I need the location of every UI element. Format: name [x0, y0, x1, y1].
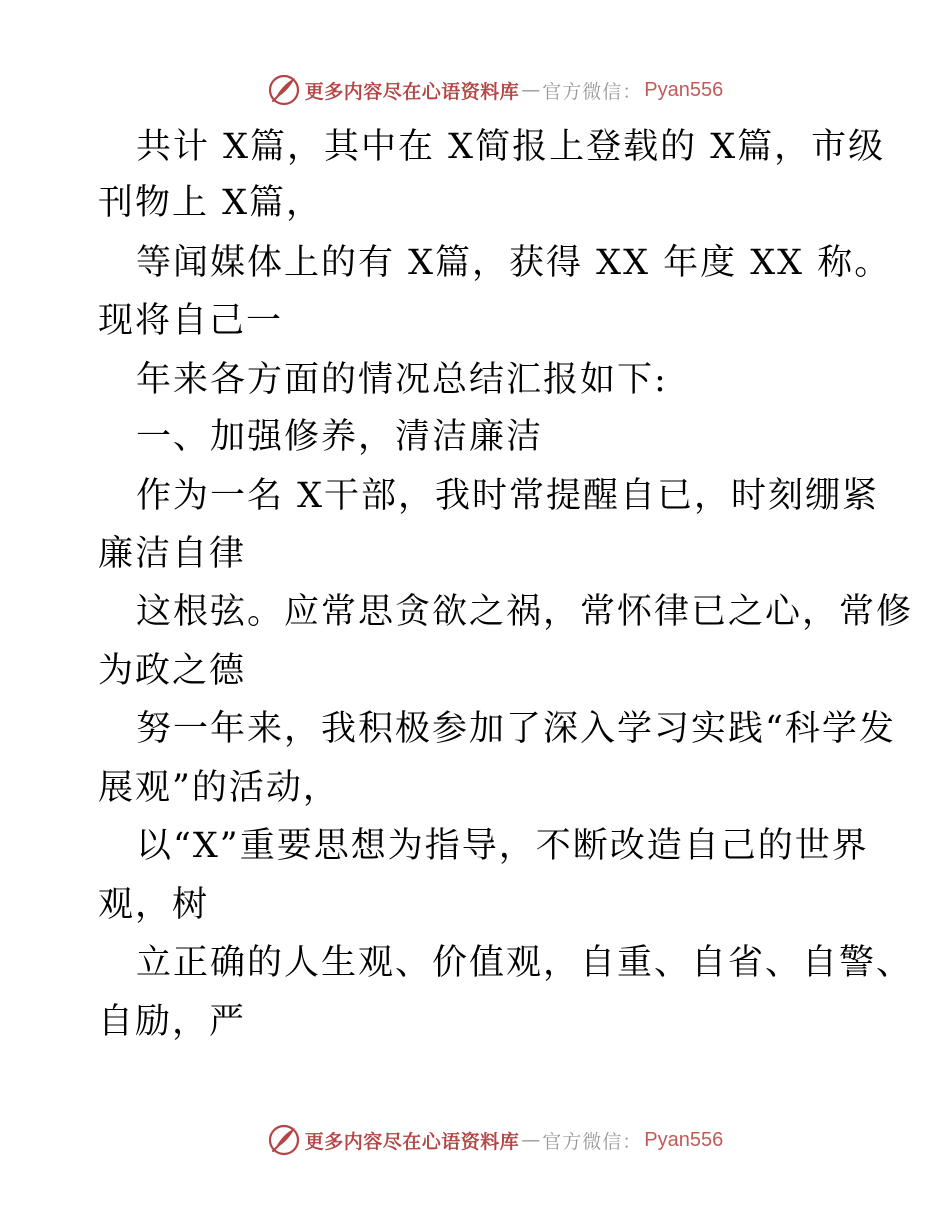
text-line: 为政之德 [98, 651, 247, 691]
text-line: 年来各方面的情况总结汇报如下: [136, 360, 668, 400]
quill-pen-circle-icon [267, 73, 301, 107]
text-line: 展观”的活动， [98, 768, 340, 808]
text-line: 共计 X篇，其中在 X简报上登载的 X篇，市级 [136, 127, 886, 167]
watermark-brand-text: 更多内容尽在心语资料库 [304, 80, 520, 103]
section-heading: 一、加强修养，清洁廉洁 [136, 417, 544, 457]
footer-watermark [0, 1120, 950, 1160]
watermark-banner [267, 1123, 724, 1157]
text-line: 现将自己一 [98, 301, 284, 341]
watermark-wechat-id: Pyan556 [644, 1128, 724, 1151]
text-line: 以“X”重要思想为指导，不断改造自己的世界 [136, 826, 869, 866]
watermark-banner [267, 73, 724, 107]
text-line: 这根弦。应常思贪欲之祸，常怀律已之心，常修 [136, 592, 914, 632]
text-line: 观，树 [98, 885, 210, 925]
text-line: 努一年来，我积极参加了深入学习实践“科学发 [136, 709, 896, 749]
text-line: 自励，严 [98, 1002, 247, 1042]
text-line: 刊物上 X篇， [98, 183, 324, 223]
watermark-wechat-label: 官方微信： [542, 80, 643, 103]
text-line: 立正确的人生观、价值观，自重、自省、自警、 [136, 943, 914, 983]
watermark-wechat-id: Pyan556 [644, 78, 724, 101]
watermark-brand-text: 更多内容尽在心语资料库 [304, 1130, 520, 1153]
text-line: 等闻媒体上的有 X篇，获得 XX 年度 XX 称。 [136, 243, 892, 283]
watermark-separator: — [521, 1129, 541, 1151]
watermark-separator: — [521, 79, 541, 101]
text-line: 作为一名 X干部，我时常提醒自已，时刻绷紧 [136, 476, 880, 516]
header-watermark [0, 70, 950, 110]
text-line: 廉洁自律 [98, 534, 247, 574]
watermark-wechat-label: 官方微信： [542, 1130, 643, 1153]
quill-pen-circle-icon [267, 1123, 301, 1157]
